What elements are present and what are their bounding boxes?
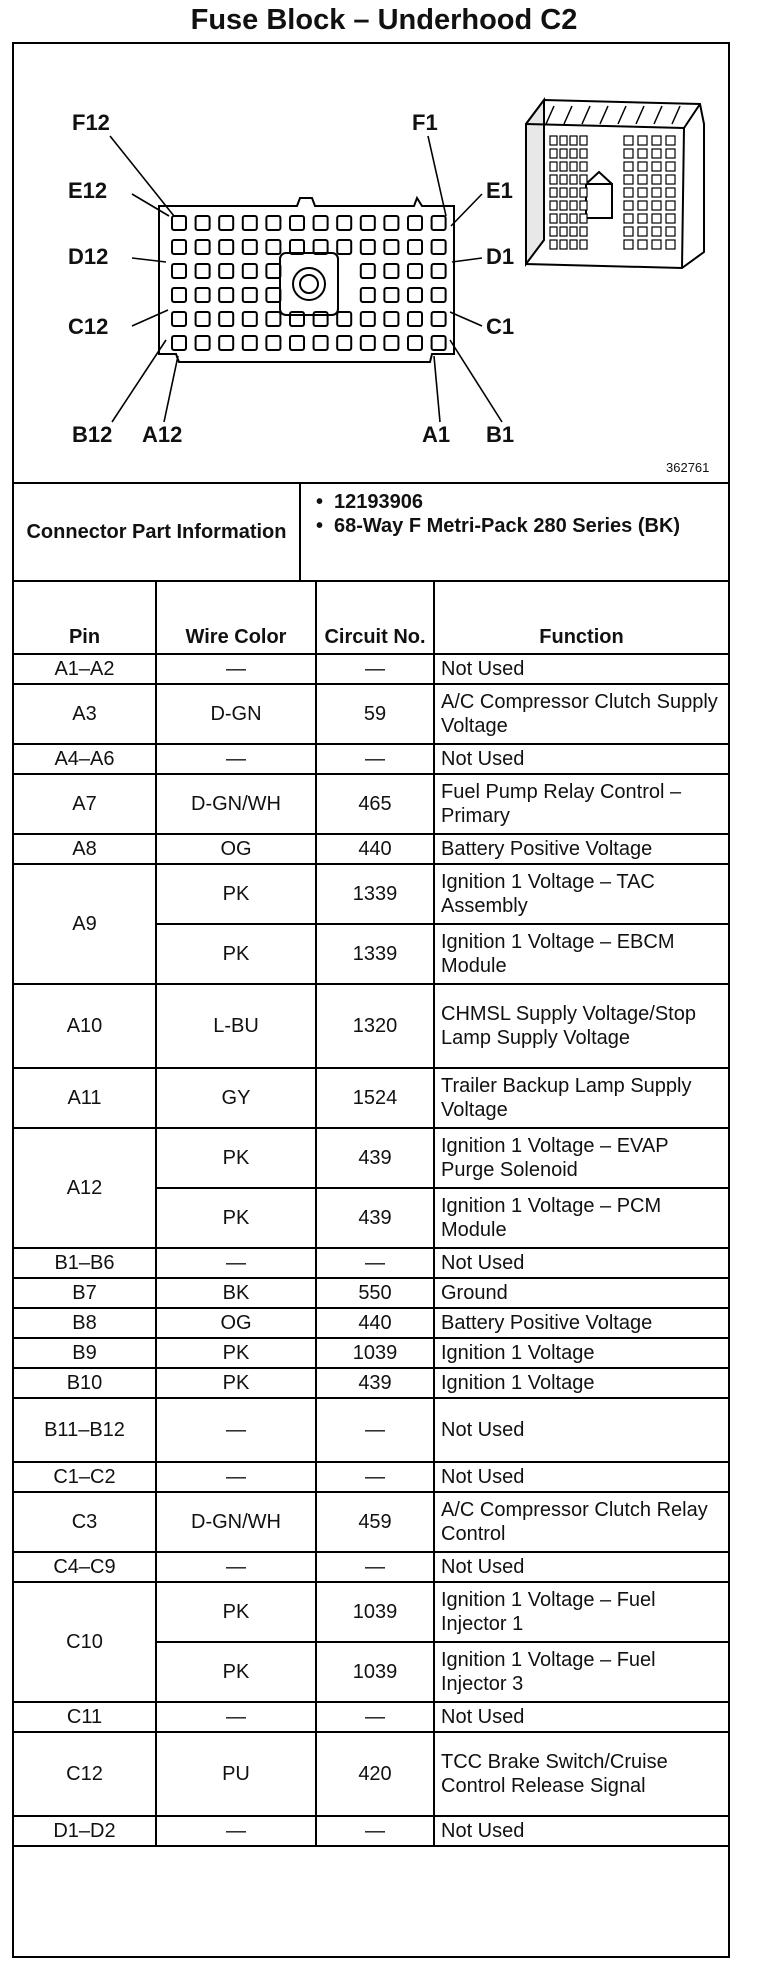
label-f12: F12 [72, 110, 110, 135]
cell-circuit-no: 465 [316, 774, 434, 834]
label-b12: B12 [72, 422, 113, 447]
cell-pin: A9 [14, 864, 156, 984]
cell-wire-color: PK [156, 864, 316, 924]
connector-slot [550, 240, 557, 249]
cell-circuit-no: — [316, 654, 434, 684]
pin-cavity [266, 264, 280, 278]
table-row [14, 1128, 728, 1188]
pin-cavity [361, 288, 375, 302]
cell-pin: A11 [14, 1068, 156, 1128]
cell-pin: A1–A2 [14, 654, 156, 684]
pin-cavity [219, 288, 233, 302]
pin-cavity [172, 240, 186, 254]
connector-slot [624, 162, 633, 171]
figure-number: 362761 [666, 460, 710, 475]
cell-pin: C12 [14, 1732, 156, 1816]
cell-wire-color: D-GN/WH [156, 774, 316, 834]
pin-cavity [172, 216, 186, 230]
cell-wire-color: PU [156, 1732, 316, 1816]
cell-wire-color: PK [156, 1642, 316, 1702]
cell-pin: C3 [14, 1492, 156, 1552]
pin-cavity [290, 216, 304, 230]
pin-cavity [266, 336, 280, 350]
pin-cavity [172, 264, 186, 278]
label-d12: D12 [68, 244, 109, 269]
connector-slot [638, 162, 647, 171]
pin-cavity [361, 216, 375, 230]
cell-pin: C11 [14, 1702, 156, 1732]
connector-description: • 68-Way F Metri-Pack 280 Series (BK) [314, 514, 714, 538]
pin-cavity [219, 216, 233, 230]
cell-wire-color: GY [156, 1068, 316, 1128]
cell-wire-color: D-GN [156, 684, 316, 744]
pin-cavity [290, 336, 304, 350]
pin-cavity [384, 264, 398, 278]
pin-cavity [196, 216, 210, 230]
cell-wire-color: — [156, 1398, 316, 1462]
connector-diagram [14, 44, 728, 484]
cell-function: Battery Positive Voltage [434, 834, 728, 864]
cell-function: Not Used [434, 654, 728, 684]
pin-cavity [408, 336, 422, 350]
pin-cavity [266, 240, 280, 254]
label-f1: F1 [412, 110, 438, 135]
connector-slot [652, 175, 661, 184]
pin-cavity [243, 288, 257, 302]
cell-function: Ignition 1 Voltage – EBCM Module [434, 924, 728, 984]
connector-slot [580, 188, 587, 197]
cell-wire-color: PK [156, 924, 316, 984]
table-header-row [14, 582, 728, 654]
pin-cavity [243, 264, 257, 278]
connector-slot [560, 188, 567, 197]
connector-slot [652, 188, 661, 197]
pin-cavity [432, 288, 446, 302]
table-row [14, 1702, 728, 1732]
pin-cavity [384, 240, 398, 254]
connector-sheet [12, 42, 730, 1958]
connector-slot [624, 201, 633, 210]
pin-cavity [243, 216, 257, 230]
label-a1: A1 [422, 422, 451, 447]
cell-wire-color: PK [156, 1188, 316, 1248]
connector-slot [652, 136, 661, 145]
connector-slot [560, 214, 567, 223]
cell-wire-color: PK [156, 1368, 316, 1398]
table-row [14, 1068, 728, 1128]
cell-circuit-no: 439 [316, 1368, 434, 1398]
table-row [14, 1368, 728, 1398]
cell-wire-color: — [156, 744, 316, 774]
table-row [14, 1398, 728, 1462]
connector-slot [652, 214, 661, 223]
connector-slot [550, 214, 557, 223]
cell-wire-color: — [156, 1462, 316, 1492]
table-row [14, 684, 728, 744]
connector-slot [560, 136, 567, 145]
table-row [14, 774, 728, 834]
connector-slot [624, 136, 633, 145]
connector-slot [580, 149, 587, 158]
pin-cavity [219, 240, 233, 254]
cell-function: Ground [434, 1278, 728, 1308]
connector-slot [570, 214, 577, 223]
table-row [14, 1248, 728, 1278]
table-row [14, 1278, 728, 1308]
cell-wire-color: — [156, 1552, 316, 1582]
connector-slot [550, 136, 557, 145]
cell-circuit-no: 1039 [316, 1582, 434, 1642]
cell-pin: A12 [14, 1128, 156, 1248]
connector-slot [638, 175, 647, 184]
cell-circuit-no: — [316, 1702, 434, 1732]
connector-slot [580, 162, 587, 171]
connector-slot [570, 149, 577, 158]
cell-function: TCC Brake Switch/Cruise Control Release Signal [434, 1732, 728, 1816]
connector-slot [638, 136, 647, 145]
connector-slot [638, 201, 647, 210]
cell-wire-color: OG [156, 1308, 316, 1338]
connector-slot [624, 240, 633, 249]
pin-cavity [408, 288, 422, 302]
cell-pin: B9 [14, 1338, 156, 1368]
pin-grid [172, 216, 446, 350]
cell-pin: C1–C2 [14, 1462, 156, 1492]
pin-cavity [432, 264, 446, 278]
connector-slot [666, 162, 675, 171]
connector-slot [666, 214, 675, 223]
pin-cavity [384, 312, 398, 326]
connector-slot [580, 227, 587, 236]
pinout-table [14, 582, 728, 1847]
cell-pin: B11–B12 [14, 1398, 156, 1462]
pin-cavity [337, 240, 351, 254]
cell-pin: B10 [14, 1368, 156, 1398]
table-row [14, 1338, 728, 1368]
cell-pin: B7 [14, 1278, 156, 1308]
pin-cavity [408, 264, 422, 278]
cell-circuit-no: 1320 [316, 984, 434, 1068]
cell-circuit-no: 440 [316, 834, 434, 864]
cell-wire-color: — [156, 1248, 316, 1278]
connector-slot [652, 162, 661, 171]
connector-slot [550, 201, 557, 210]
cell-function: Ignition 1 Voltage [434, 1338, 728, 1368]
label-e1: E1 [486, 178, 513, 203]
cell-function: Not Used [434, 1398, 728, 1462]
label-d1: D1 [486, 244, 515, 269]
connector-slot [624, 214, 633, 223]
pin-cavity [337, 312, 351, 326]
pin-cavity [266, 312, 280, 326]
connector-slot [638, 240, 647, 249]
cell-circuit-no: — [316, 1398, 434, 1462]
cell-function: Ignition 1 Voltage – Fuel Injector 1 [434, 1582, 728, 1642]
pin-cavity [408, 240, 422, 254]
connector-slot [624, 149, 633, 158]
cell-function: Battery Positive Voltage [434, 1308, 728, 1338]
connector-info-label: Connector Part Information [14, 484, 301, 580]
table-row [14, 864, 728, 924]
connector-slot [570, 136, 577, 145]
header-function: Function [434, 582, 728, 654]
cell-circuit-no: 550 [316, 1278, 434, 1308]
pin-cavity [196, 240, 210, 254]
cell-function: Not Used [434, 744, 728, 774]
cell-pin: A10 [14, 984, 156, 1068]
pin-cavity [243, 312, 257, 326]
cell-function: Fuel Pump Relay Control – Primary [434, 774, 728, 834]
cell-circuit-no: 1339 [316, 924, 434, 984]
cell-function: Ignition 1 Voltage [434, 1368, 728, 1398]
header-pin: Pin [14, 582, 156, 654]
cell-circuit-no: — [316, 1462, 434, 1492]
connector-slot [570, 175, 577, 184]
connector-body [159, 198, 454, 362]
cell-wire-color: — [156, 1816, 316, 1846]
connector-slot [652, 227, 661, 236]
pin-cavity [172, 336, 186, 350]
connector-slot [666, 227, 675, 236]
pin-cavity [172, 288, 186, 302]
cell-wire-color: PK [156, 1128, 316, 1188]
connector-slot [550, 149, 557, 158]
table-row [14, 1732, 728, 1816]
connector-slot [652, 240, 661, 249]
pin-cavity [243, 240, 257, 254]
cell-circuit-no: 440 [316, 1308, 434, 1338]
connector-slot [666, 136, 675, 145]
connector-slot [570, 201, 577, 210]
cell-circuit-no: 1339 [316, 864, 434, 924]
connector-slot [666, 188, 675, 197]
connector-slot [570, 162, 577, 171]
pin-cavity [314, 240, 328, 254]
pin-cavity [243, 336, 257, 350]
pin-cavity [408, 216, 422, 230]
cell-pin: B8 [14, 1308, 156, 1338]
label-a12: A12 [142, 422, 183, 447]
cell-pin: A7 [14, 774, 156, 834]
cell-wire-color: — [156, 654, 316, 684]
cell-function: Trailer Backup Lamp Supply Voltage [434, 1068, 728, 1128]
connector-slot [580, 175, 587, 184]
cell-function: Not Used [434, 1702, 728, 1732]
connector-slot [624, 227, 633, 236]
pin-cavity [219, 312, 233, 326]
part-number: • 12193906 [314, 490, 714, 514]
cell-circuit-no: 439 [316, 1188, 434, 1248]
table-row [14, 1492, 728, 1552]
connector-slot [638, 227, 647, 236]
pin-cavity [384, 288, 398, 302]
pin-cavity [432, 216, 446, 230]
connector-part-information [14, 484, 728, 582]
label-b1: B1 [486, 422, 515, 447]
cell-circuit-no: — [316, 1248, 434, 1278]
connector-slot [666, 175, 675, 184]
table-row [14, 1582, 728, 1642]
connector-slot [666, 240, 675, 249]
header-wire-color: Wire Color [156, 582, 316, 654]
cell-wire-color: PK [156, 1582, 316, 1642]
connector-info-values [314, 490, 714, 538]
connector-slot [560, 149, 567, 158]
table-row [14, 834, 728, 864]
pin-cavity [196, 312, 210, 326]
pin-cavity [337, 216, 351, 230]
cell-circuit-no: 439 [316, 1128, 434, 1188]
connector-slot [652, 201, 661, 210]
table-row [14, 984, 728, 1068]
cell-pin: D1–D2 [14, 1816, 156, 1846]
connector-slot [580, 201, 587, 210]
cell-circuit-no: — [316, 1816, 434, 1846]
pin-cavity [196, 336, 210, 350]
connector-slot [560, 227, 567, 236]
cell-pin: C4–C9 [14, 1552, 156, 1582]
connector-slot [550, 188, 557, 197]
pin-cavity [384, 336, 398, 350]
pin-cavity [290, 240, 304, 254]
cell-circuit-no: — [316, 1552, 434, 1582]
label-e12: E12 [68, 178, 108, 203]
pin-cavity [361, 312, 375, 326]
connector-slot [638, 214, 647, 223]
cell-pin: C10 [14, 1582, 156, 1702]
connector-slot [560, 201, 567, 210]
connector-slot [570, 188, 577, 197]
cell-function: Not Used [434, 1462, 728, 1492]
pin-cavity [361, 264, 375, 278]
header-circuit-no: Circuit No. [316, 582, 434, 654]
cell-circuit-no: — [316, 744, 434, 774]
cell-function: A/C Compressor Clutch Relay Control [434, 1492, 728, 1552]
connector-slot [624, 188, 633, 197]
cell-function: Ignition 1 Voltage – PCM Module [434, 1188, 728, 1248]
pin-cavity [432, 240, 446, 254]
pin-cavity [266, 288, 280, 302]
label-c12: C12 [68, 314, 109, 339]
table-row [14, 654, 728, 684]
connector-slot [570, 227, 577, 236]
label-c1: C1 [486, 314, 515, 339]
pin-cavity [314, 216, 328, 230]
cell-circuit-no: 59 [316, 684, 434, 744]
cell-function: Not Used [434, 1816, 728, 1846]
connector-slot [560, 175, 567, 184]
cell-circuit-no: 1039 [316, 1338, 434, 1368]
connector-slot [550, 175, 557, 184]
connector-slot [580, 214, 587, 223]
pin-cavity [266, 216, 280, 230]
connector-slot [560, 240, 567, 249]
cell-function: Ignition 1 Voltage – EVAP Purge Solenoid [434, 1128, 728, 1188]
connector-slot [560, 162, 567, 171]
table-row [14, 1816, 728, 1846]
cell-function: Not Used [434, 1552, 728, 1582]
pinout-rows [14, 654, 728, 1846]
cell-wire-color: — [156, 1702, 316, 1732]
connector-slot [638, 188, 647, 197]
cell-function: Ignition 1 Voltage – Fuel Injector 3 [434, 1642, 728, 1702]
cell-circuit-no: 1039 [316, 1642, 434, 1702]
pin-cavity [172, 312, 186, 326]
table-row [14, 744, 728, 774]
cell-wire-color: BK [156, 1278, 316, 1308]
connector-slot [638, 149, 647, 158]
pin-cavity [361, 240, 375, 254]
pin-cavity [361, 336, 375, 350]
connector-slot [550, 162, 557, 171]
connector-slot [624, 175, 633, 184]
pin-cavity [219, 264, 233, 278]
connector-slot [550, 227, 557, 236]
cell-circuit-no: 420 [316, 1732, 434, 1816]
cell-pin: A4–A6 [14, 744, 156, 774]
pin-cavity [196, 288, 210, 302]
connector-slot [570, 240, 577, 249]
cell-pin: A8 [14, 834, 156, 864]
cell-function: A/C Compressor Clutch Supply Voltage [434, 684, 728, 744]
cell-function: Ignition 1 Voltage – TAC Assembly [434, 864, 728, 924]
cell-wire-color: PK [156, 1338, 316, 1368]
pin-cavity [314, 336, 328, 350]
pin-cavity [432, 336, 446, 350]
connector-slot [580, 240, 587, 249]
cell-circuit-no: 1524 [316, 1068, 434, 1128]
pin-cavity [219, 336, 233, 350]
pin-cavity [196, 264, 210, 278]
table-row [14, 1308, 728, 1338]
cell-function: Not Used [434, 1248, 728, 1278]
connector-slot [652, 149, 661, 158]
connector-slot [666, 201, 675, 210]
cell-wire-color: L-BU [156, 984, 316, 1068]
connector-drawing [14, 44, 728, 482]
page-title: Fuse Block – Underhood C2 [190, 4, 578, 36]
cell-circuit-no: 459 [316, 1492, 434, 1552]
cell-wire-color: OG [156, 834, 316, 864]
pin-cavity [384, 216, 398, 230]
connector-slot [666, 149, 675, 158]
connector-slot [580, 136, 587, 145]
cell-wire-color: D-GN/WH [156, 1492, 316, 1552]
pin-cavity [432, 312, 446, 326]
table-row [14, 1552, 728, 1582]
cell-pin: A3 [14, 684, 156, 744]
cell-pin: B1–B6 [14, 1248, 156, 1278]
pin-cavity [337, 336, 351, 350]
cell-function: CHMSL Supply Voltage/Stop Lamp Supply Voltage [434, 984, 728, 1068]
pin-cavity [408, 312, 422, 326]
table-row [14, 1462, 728, 1492]
